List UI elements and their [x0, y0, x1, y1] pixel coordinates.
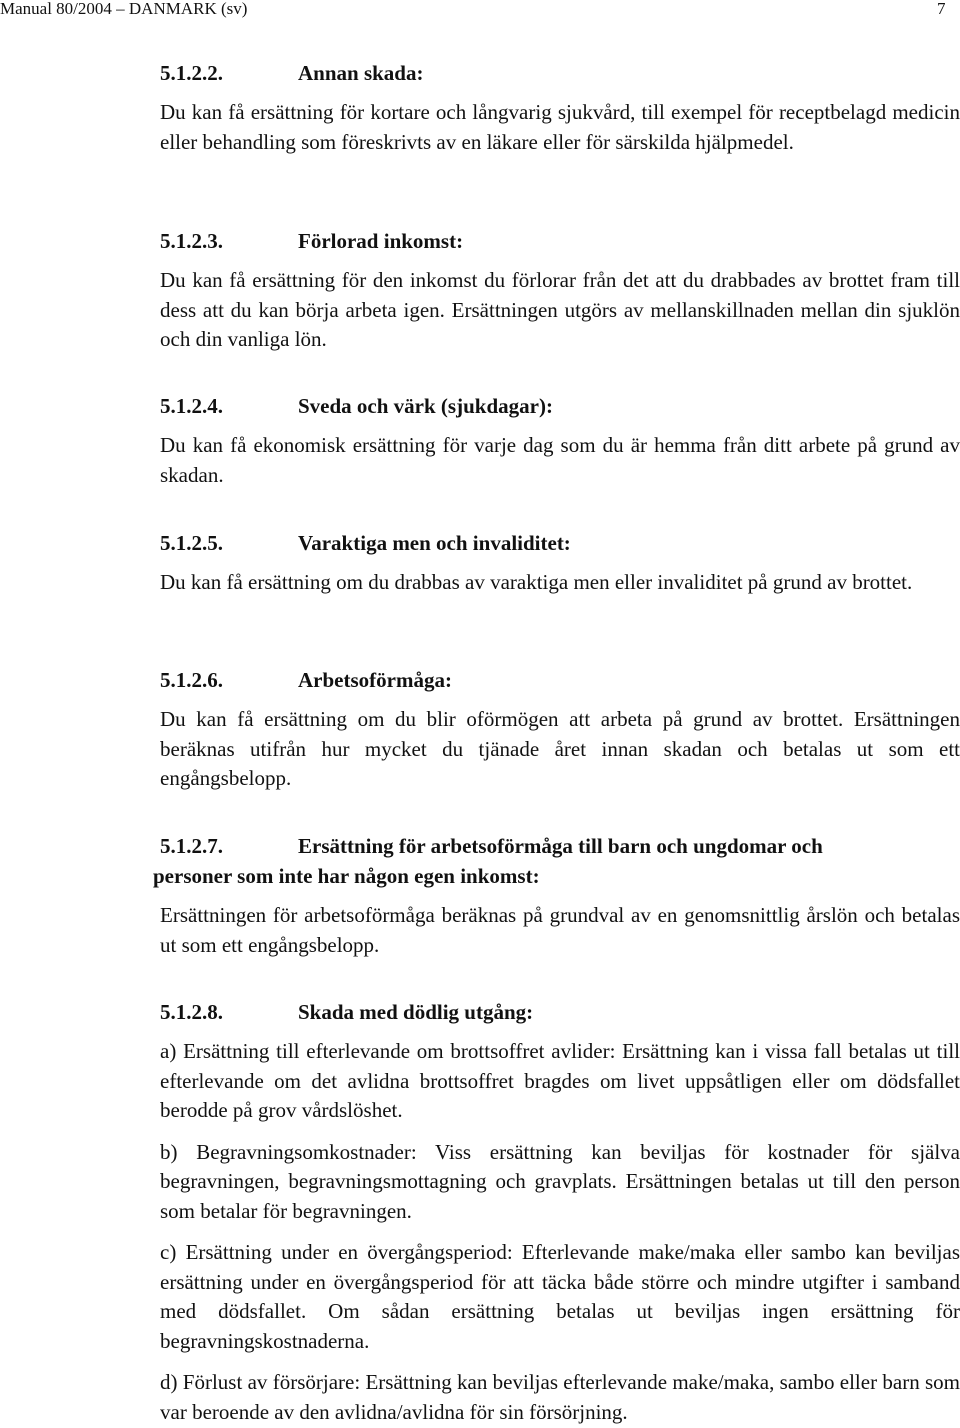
running-header	[0, 0, 960, 22]
section-body	[160, 705, 960, 794]
paragraph: Ersättningen för arbetsoförmåga beräknas på grundval av en genomsnittlig årslön och betalas ut som ett engångsbelopp.	[160, 903, 960, 957]
section-heading	[0, 833, 960, 891]
section-heading	[0, 530, 960, 558]
section-title: Arbetsoförmåga:	[298, 668, 452, 692]
page-number: 7	[937, 0, 946, 18]
section-title: Annan skada:	[298, 61, 424, 85]
section-dodlig-utgang	[0, 999, 960, 1427]
section-annan-skada	[0, 60, 960, 157]
paragraph: Du kan få ersättning om du blir oförmögen att arbeta på grund av brottet. Ersättningen beräknas utifrån hur mycket du tjänade året innan skadan och betalas ut som ett engångsbelopp.	[160, 707, 960, 790]
section-title-line-2: personer som inte har någon egen inkomst:	[153, 864, 540, 888]
section-title-line-1: Ersättning för arbetsoförmåga till barn och ungdomar och	[298, 834, 823, 858]
section-title: Varaktiga men och invaliditet:	[298, 531, 571, 555]
paragraph-d: d) Förlust av försörjare: Ersättning kan beviljas efterlevande make/maka, sambo eller barn som var beroende av den avlidna/avlidna för sin försörjning.	[160, 1370, 960, 1424]
section-heading	[0, 228, 960, 256]
section-number: 5.1.2.8.	[160, 1000, 223, 1024]
paragraph: Du kan få ersättning för kortare och långvarig sjukvård, till exempel för receptbelagd medicin eller behandling som föreskrivts av en läkare eller för särskilda hjälpmedel.	[160, 100, 960, 154]
section-number: 5.1.2.7.	[160, 834, 223, 858]
paragraph-c: c) Ersättning under en övergångsperiod: Efterlevande make/maka eller sambo kan beviljas ersättning under en övergångsperiod för att täcka både större och mindre utgifter i samband med dödsfallet. Om sådan ersättning betalas ut beviljas ingen ersättning för begravningskostnaderna.	[160, 1240, 960, 1353]
section-heading	[0, 393, 960, 421]
document-title: Manual 80/2004 – DANMARK (sv)	[0, 0, 248, 18]
section-title: Sveda och värk (sjukdagar):	[298, 394, 553, 418]
section-body	[160, 431, 960, 490]
section-body	[160, 1037, 960, 1427]
section-title: Förlorad inkomst:	[298, 229, 464, 253]
paragraph: Du kan få ersättning om du drabbas av varaktiga men eller invaliditet på grund av brottet.	[160, 570, 913, 594]
section-heading	[0, 999, 960, 1027]
section-forlorad-inkomst	[0, 228, 960, 355]
section-body	[160, 266, 960, 355]
section-number: 5.1.2.4.	[160, 394, 223, 418]
paragraph: Du kan få ekonomisk ersättning för varje dag som du är hemma från ditt arbete på grund av skadan.	[160, 433, 960, 487]
section-heading	[0, 60, 960, 88]
paragraph-b: b) Begravningsomkostnader: Viss ersättning kan beviljas för kostnader för själva begravningen, begravningsmottagning och gravplats. Ersättningen betalas ut till den person som betalar för begravningen.	[160, 1139, 960, 1223]
paragraph: Du kan få ersättning för den inkomst du förlorar från det att du drabbades av brottet fram till dess att du kan börja arbeta igen. Ersättningen utgörs av mellanskillnaden mellan din sjuklön och din vanliga lön.	[160, 268, 960, 351]
section-body	[160, 98, 960, 157]
section-sveda-och-vark	[0, 393, 960, 490]
section-barn-och-ungdomar	[0, 833, 960, 960]
section-body	[160, 901, 960, 960]
section-number: 5.1.2.2.	[160, 61, 223, 85]
section-number: 5.1.2.5.	[160, 531, 223, 555]
paragraph-a: a) Ersättning till efterlevande om brottsoffret avlider: Ersättning kan i vissa fall betalas ut till efterlevande om det avlidna brottsoffret bragdes om livet uppsåtligen eller om dödsfallet berodde på grov vårdslöshet.	[160, 1039, 960, 1122]
section-title: Skada med dödlig utgång:	[298, 1000, 534, 1024]
section-arbetsoformaga	[0, 667, 960, 794]
section-number: 5.1.2.3.	[160, 229, 223, 253]
section-body	[160, 568, 960, 598]
section-heading	[0, 667, 960, 695]
section-varaktiga-men	[0, 530, 960, 598]
section-number: 5.1.2.6.	[160, 668, 223, 692]
